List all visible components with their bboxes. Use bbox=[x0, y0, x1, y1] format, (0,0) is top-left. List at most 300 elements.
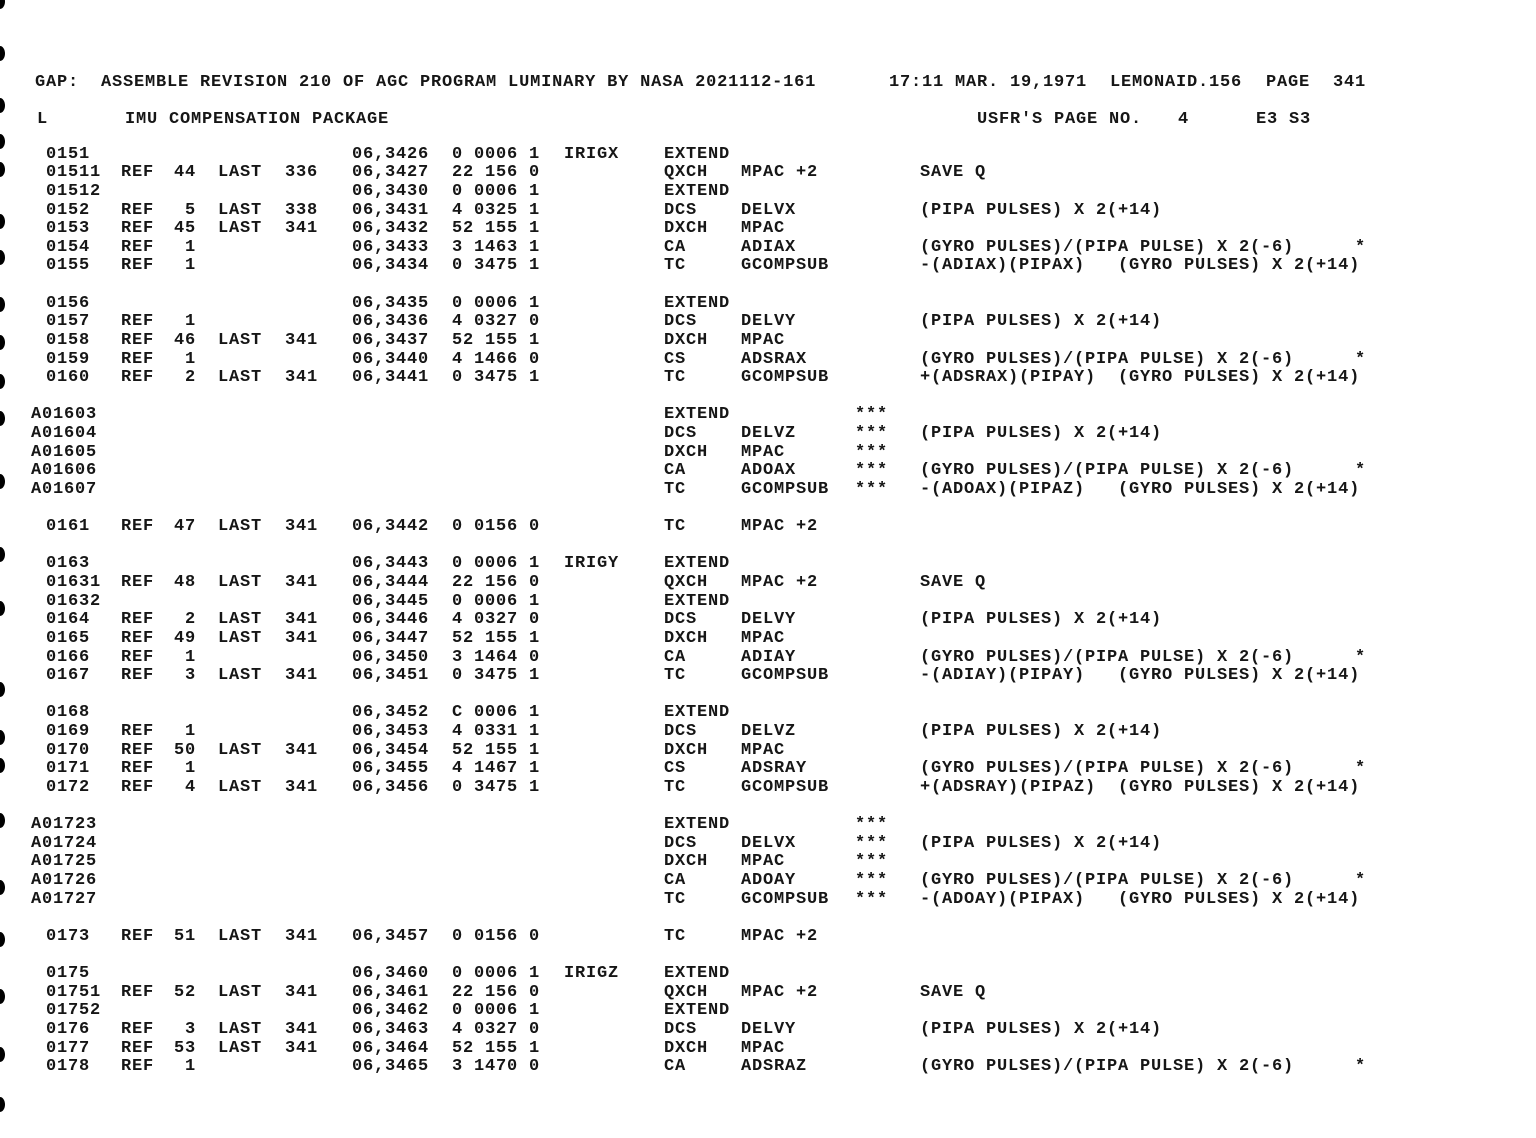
octal-code: 0 0006 1 bbox=[452, 1001, 541, 1021]
ref-keyword: REF bbox=[121, 722, 155, 742]
last-keyword: LAST bbox=[218, 1020, 263, 1040]
operand: DELVZ bbox=[741, 722, 797, 742]
listing-line bbox=[0, 444, 1536, 463]
line-number: 0161 bbox=[46, 517, 91, 537]
last-page: 341 bbox=[284, 1020, 318, 1040]
comment: SAVE Q bbox=[920, 982, 987, 1002]
ref-keyword: REF bbox=[121, 237, 155, 257]
listing-line bbox=[0, 425, 1536, 444]
address: 06,3440 bbox=[352, 349, 430, 369]
listing-line bbox=[0, 295, 1536, 314]
listing-line bbox=[0, 593, 1536, 612]
address: 06,3465 bbox=[352, 1057, 430, 1077]
last-keyword: LAST bbox=[218, 982, 263, 1002]
line-number: 0159 bbox=[46, 349, 91, 369]
listing-line bbox=[0, 351, 1536, 370]
line-number: 0177 bbox=[46, 1038, 91, 1058]
address: 06,3434 bbox=[352, 256, 430, 276]
comment: -(ADIAX)(PIPAX) (GYRO PULSES) X 2(+14) bbox=[920, 256, 1361, 276]
opcode: DXCH bbox=[664, 852, 709, 872]
opcode: DCS bbox=[664, 833, 698, 853]
operand: DELVX bbox=[741, 833, 797, 853]
listing-line bbox=[0, 481, 1536, 500]
octal-code: 0 0006 1 bbox=[452, 964, 541, 984]
opcode: CA bbox=[664, 461, 687, 481]
operand: MPAC bbox=[741, 219, 786, 239]
opcode: TC bbox=[664, 777, 687, 797]
line-number: 0152 bbox=[46, 200, 91, 220]
last-keyword: LAST bbox=[218, 573, 263, 593]
ref-count: 1 bbox=[184, 647, 196, 667]
line-number: 01751 bbox=[46, 982, 102, 1002]
comment: (PIPA PULSES) X 2(+14) bbox=[920, 200, 1163, 220]
listing-line bbox=[0, 574, 1536, 593]
section-title: IMU COMPENSATION PACKAGE bbox=[125, 109, 390, 129]
last-keyword: LAST bbox=[218, 610, 263, 630]
opcode: EXTEND bbox=[664, 554, 731, 574]
continuation-star: * bbox=[1355, 759, 1367, 779]
last-page: 341 bbox=[284, 628, 318, 648]
address: 06,3452 bbox=[352, 703, 430, 723]
octal-code: 4 1466 0 bbox=[452, 349, 541, 369]
ref-count: 52 bbox=[173, 982, 196, 1002]
octal-code: 4 0327 0 bbox=[452, 610, 541, 630]
listing-block bbox=[0, 965, 1536, 1077]
operand: DELVY bbox=[741, 610, 797, 630]
continuation-star: * bbox=[1355, 237, 1367, 257]
opcode: DCS bbox=[664, 610, 698, 630]
opcode: CS bbox=[664, 349, 687, 369]
opcode: CA bbox=[664, 647, 687, 667]
listing-line bbox=[0, 462, 1536, 481]
opcode: EXTEND bbox=[664, 964, 731, 984]
ref-keyword: REF bbox=[121, 1057, 155, 1077]
address: 06,3432 bbox=[352, 219, 430, 239]
ref-keyword: REF bbox=[121, 219, 155, 239]
listing-line bbox=[0, 220, 1536, 239]
line-number: 0157 bbox=[46, 312, 91, 332]
address: 06,3433 bbox=[352, 237, 430, 257]
line-number: 0163 bbox=[46, 554, 91, 574]
ref-keyword: REF bbox=[121, 610, 155, 630]
comment: SAVE Q bbox=[920, 573, 987, 593]
last-page: 341 bbox=[284, 926, 318, 946]
listing-line bbox=[0, 891, 1536, 910]
ref-keyword: REF bbox=[121, 573, 155, 593]
operand: ADOAX bbox=[741, 461, 797, 481]
listing-line bbox=[0, 1002, 1536, 1021]
log-marker: L bbox=[37, 109, 49, 129]
line-number: 0158 bbox=[46, 330, 91, 350]
listing-line bbox=[0, 369, 1536, 388]
last-keyword: LAST bbox=[218, 777, 263, 797]
last-keyword: LAST bbox=[218, 163, 263, 183]
user-page-label: USFR'S PAGE NO. bbox=[977, 109, 1143, 129]
line-number: 0172 bbox=[46, 777, 91, 797]
operand: MPAC bbox=[741, 628, 786, 648]
ref-count: 45 bbox=[173, 219, 196, 239]
last-keyword: LAST bbox=[218, 517, 263, 537]
listing-line bbox=[0, 555, 1536, 574]
listing-line bbox=[0, 406, 1536, 425]
ref-keyword: REF bbox=[121, 200, 155, 220]
listing-line bbox=[0, 183, 1536, 202]
opcode: DXCH bbox=[664, 442, 709, 462]
line-number: 0176 bbox=[46, 1020, 91, 1040]
octal-code: 22 156 0 bbox=[452, 163, 541, 183]
listing-line bbox=[0, 723, 1536, 742]
line-number: 0155 bbox=[46, 256, 91, 276]
address: 06,3443 bbox=[352, 554, 430, 574]
opcode: TC bbox=[664, 889, 687, 909]
last-page: 336 bbox=[284, 163, 318, 183]
assembly-timestamp: 17:11 MAR. 19,1971 bbox=[889, 72, 1088, 92]
symbol-label: IRIGY bbox=[564, 554, 620, 574]
address: 06,3441 bbox=[352, 368, 430, 388]
octal-code: 3 1470 0 bbox=[452, 1057, 541, 1077]
ref-count: 48 bbox=[173, 573, 196, 593]
listing-line bbox=[0, 872, 1536, 891]
ref-count: 1 bbox=[184, 1057, 196, 1077]
comment: (PIPA PULSES) X 2(+14) bbox=[920, 312, 1163, 332]
opcode: QXCH bbox=[664, 982, 709, 1002]
ref-count: 51 bbox=[173, 926, 196, 946]
operand: GCOMPSUB bbox=[741, 889, 830, 909]
line-number: 0169 bbox=[46, 722, 91, 742]
opcode: TC bbox=[664, 368, 687, 388]
comment: (PIPA PULSES) X 2(+14) bbox=[920, 722, 1163, 742]
operand: MPAC bbox=[741, 330, 786, 350]
ref-count: 3 bbox=[184, 1020, 196, 1040]
opcode: EXTEND bbox=[664, 293, 731, 313]
last-keyword: LAST bbox=[218, 200, 263, 220]
octal-code: 0 3475 1 bbox=[452, 368, 541, 388]
listing-block bbox=[0, 928, 1536, 947]
address: 06,3435 bbox=[352, 293, 430, 313]
line-number: 0171 bbox=[46, 759, 91, 779]
address: 06,3442 bbox=[352, 517, 430, 537]
revision-flag: *** bbox=[855, 461, 889, 481]
operand: MPAC +2 bbox=[741, 573, 819, 593]
listing-block bbox=[0, 295, 1536, 388]
line-number: 0160 bbox=[46, 368, 91, 388]
operand: MPAC +2 bbox=[741, 163, 819, 183]
octal-code: 0 0156 0 bbox=[452, 926, 541, 946]
last-keyword: LAST bbox=[218, 926, 263, 946]
listing-line bbox=[0, 239, 1536, 258]
listing-line bbox=[0, 1021, 1536, 1040]
ref-keyword: REF bbox=[121, 777, 155, 797]
address: 06,3462 bbox=[352, 1001, 430, 1021]
comment: (GYRO PULSES)/(PIPA PULSE) X 2(-6) bbox=[920, 237, 1295, 257]
listing-line bbox=[0, 611, 1536, 630]
line-number: 01632 bbox=[46, 591, 102, 611]
line-number: 0178 bbox=[46, 1057, 91, 1077]
last-page: 341 bbox=[284, 740, 318, 760]
line-number: A01723 bbox=[31, 815, 98, 835]
comment: (PIPA PULSES) X 2(+14) bbox=[920, 424, 1163, 444]
opcode: TC bbox=[664, 517, 687, 537]
revision-flag: *** bbox=[855, 852, 889, 872]
listing-line bbox=[0, 835, 1536, 854]
opcode: TC bbox=[664, 926, 687, 946]
line-number: A01725 bbox=[31, 852, 98, 872]
user-page-number: 4 bbox=[1178, 109, 1190, 129]
line-number: A01604 bbox=[31, 424, 98, 444]
last-page: 341 bbox=[284, 982, 318, 1002]
octal-code: 3 1463 1 bbox=[452, 237, 541, 257]
comment: (GYRO PULSES)/(PIPA PULSE) X 2(-6) bbox=[920, 759, 1295, 779]
address: 06,3461 bbox=[352, 982, 430, 1002]
last-keyword: LAST bbox=[218, 219, 263, 239]
ref-count: 2 bbox=[184, 368, 196, 388]
last-keyword: LAST bbox=[218, 368, 263, 388]
listing-block bbox=[0, 816, 1536, 909]
octal-code: 52 155 1 bbox=[452, 219, 541, 239]
ref-keyword: REF bbox=[121, 368, 155, 388]
last-page: 341 bbox=[284, 610, 318, 630]
line-number: 0164 bbox=[46, 610, 91, 630]
octal-code: C 0006 1 bbox=[452, 703, 541, 723]
octal-code: 52 155 1 bbox=[452, 1038, 541, 1058]
listing-line bbox=[0, 704, 1536, 723]
operand: DELVZ bbox=[741, 424, 797, 444]
operand: ADSRAY bbox=[741, 759, 808, 779]
octal-code: 0 0006 1 bbox=[452, 293, 541, 313]
opcode: EXTEND bbox=[664, 703, 731, 723]
last-page: 341 bbox=[284, 517, 318, 537]
line-number: 0170 bbox=[46, 740, 91, 760]
ref-count: 53 bbox=[173, 1038, 196, 1058]
operand: DELVX bbox=[741, 200, 797, 220]
revision-flag: *** bbox=[855, 871, 889, 891]
ref-keyword: REF bbox=[121, 256, 155, 276]
opcode: DCS bbox=[664, 722, 698, 742]
continuation-star: * bbox=[1355, 461, 1367, 481]
revision-flag: *** bbox=[855, 424, 889, 444]
operand: ADSRAX bbox=[741, 349, 808, 369]
line-number: A01603 bbox=[31, 405, 98, 425]
last-page: 341 bbox=[284, 777, 318, 797]
ref-keyword: REF bbox=[121, 647, 155, 667]
listing-line bbox=[0, 518, 1536, 537]
opcode: CS bbox=[664, 759, 687, 779]
line-number: 0165 bbox=[46, 628, 91, 648]
opcode: QXCH bbox=[664, 163, 709, 183]
octal-code: 52 155 1 bbox=[452, 330, 541, 350]
line-number: 0151 bbox=[46, 144, 91, 164]
ref-keyword: REF bbox=[121, 1020, 155, 1040]
punch-hole bbox=[0, 1097, 5, 1112]
assembly-listing bbox=[0, 146, 1536, 1096]
listing-line bbox=[0, 1058, 1536, 1077]
job-name: LEMONAID.156 bbox=[1110, 72, 1243, 92]
assembler-prefix: GAP: bbox=[35, 72, 80, 92]
octal-code: 22 156 0 bbox=[452, 573, 541, 593]
revision-flag: *** bbox=[855, 405, 889, 425]
listing-line bbox=[0, 313, 1536, 332]
line-number: 01512 bbox=[46, 181, 102, 201]
operand: ADSRAZ bbox=[741, 1057, 808, 1077]
opcode: DXCH bbox=[664, 740, 709, 760]
line-number: A01724 bbox=[31, 833, 98, 853]
opcode: TC bbox=[664, 256, 687, 276]
continuation-star: * bbox=[1355, 1057, 1367, 1077]
page-label: PAGE bbox=[1266, 72, 1311, 92]
line-number: 0175 bbox=[46, 964, 91, 984]
operand: MPAC bbox=[741, 740, 786, 760]
comment: (PIPA PULSES) X 2(+14) bbox=[920, 833, 1163, 853]
opcode: EXTEND bbox=[664, 591, 731, 611]
opcode: EXTEND bbox=[664, 144, 731, 164]
operand: MPAC +2 bbox=[741, 926, 819, 946]
octal-code: 4 0325 1 bbox=[452, 200, 541, 220]
opcode: DCS bbox=[664, 1020, 698, 1040]
line-number: A01726 bbox=[31, 871, 98, 891]
address: 06,3446 bbox=[352, 610, 430, 630]
operand: MPAC +2 bbox=[741, 517, 819, 537]
listing-block bbox=[0, 704, 1536, 797]
octal-code: 52 155 1 bbox=[452, 740, 541, 760]
ref-keyword: REF bbox=[121, 517, 155, 537]
listing-header bbox=[0, 73, 1536, 92]
continuation-star: * bbox=[1355, 871, 1367, 891]
comment: +(ADSRAX)(PIPAY) (GYRO PULSES) X 2(+14) bbox=[920, 368, 1361, 388]
address: 06,3437 bbox=[352, 330, 430, 350]
operand: GCOMPSUB bbox=[741, 368, 830, 388]
address: 06,3463 bbox=[352, 1020, 430, 1040]
octal-code: 0 3475 1 bbox=[452, 666, 541, 686]
operand: GCOMPSUB bbox=[741, 777, 830, 797]
comment: +(ADSRAY)(PIPAZ) (GYRO PULSES) X 2(+14) bbox=[920, 777, 1361, 797]
listing-line bbox=[0, 1040, 1536, 1059]
operand: DELVY bbox=[741, 1020, 797, 1040]
comment: SAVE Q bbox=[920, 163, 987, 183]
line-number: 0173 bbox=[46, 926, 91, 946]
comment: (GYRO PULSES)/(PIPA PULSE) X 2(-6) bbox=[920, 461, 1295, 481]
opcode: TC bbox=[664, 666, 687, 686]
address: 06,3464 bbox=[352, 1038, 430, 1058]
operand: DELVY bbox=[741, 312, 797, 332]
listing-line bbox=[0, 146, 1536, 165]
line-number: 01511 bbox=[46, 163, 102, 183]
listing-line bbox=[0, 928, 1536, 947]
listing-line bbox=[0, 816, 1536, 835]
comment: -(ADOAY)(PIPAX) (GYRO PULSES) X 2(+14) bbox=[920, 889, 1361, 909]
comment: (GYRO PULSES)/(PIPA PULSE) X 2(-6) bbox=[920, 1057, 1295, 1077]
ref-count: 3 bbox=[184, 666, 196, 686]
comment: (GYRO PULSES)/(PIPA PULSE) X 2(-6) bbox=[920, 647, 1295, 667]
ref-keyword: REF bbox=[121, 926, 155, 946]
line-number: 0166 bbox=[46, 647, 91, 667]
continuation-star: * bbox=[1355, 647, 1367, 667]
address: 06,3445 bbox=[352, 591, 430, 611]
ref-count: 44 bbox=[173, 163, 196, 183]
ref-keyword: REF bbox=[121, 666, 155, 686]
line-number: A01727 bbox=[31, 889, 98, 909]
octal-code: 4 1467 1 bbox=[452, 759, 541, 779]
octal-code: 0 3475 1 bbox=[452, 256, 541, 276]
punch-hole bbox=[0, 46, 5, 61]
ref-count: 49 bbox=[173, 628, 196, 648]
opcode: TC bbox=[664, 479, 687, 499]
listing-line bbox=[0, 630, 1536, 649]
ref-keyword: REF bbox=[121, 349, 155, 369]
opcode: EXTEND bbox=[664, 181, 731, 201]
ref-count: 46 bbox=[173, 330, 196, 350]
octal-code: 0 0006 1 bbox=[452, 144, 541, 164]
ref-keyword: REF bbox=[121, 312, 155, 332]
listing-line bbox=[0, 779, 1536, 798]
listing-subheader bbox=[0, 110, 1536, 129]
last-page: 341 bbox=[284, 330, 318, 350]
ref-count: 2 bbox=[184, 610, 196, 630]
ref-count: 1 bbox=[184, 256, 196, 276]
last-keyword: LAST bbox=[218, 666, 263, 686]
ref-keyword: REF bbox=[121, 628, 155, 648]
listing-block bbox=[0, 555, 1536, 685]
address: 06,3451 bbox=[352, 666, 430, 686]
opcode: DXCH bbox=[664, 219, 709, 239]
address: 06,3456 bbox=[352, 777, 430, 797]
octal-code: 4 0327 0 bbox=[452, 1020, 541, 1040]
operand: ADOAY bbox=[741, 871, 797, 891]
ref-keyword: REF bbox=[121, 330, 155, 350]
operand: MPAC bbox=[741, 852, 786, 872]
address: 06,3436 bbox=[352, 312, 430, 332]
revision-flag: *** bbox=[855, 833, 889, 853]
opcode: EXTEND bbox=[664, 405, 731, 425]
opcode: DXCH bbox=[664, 330, 709, 350]
comment: (PIPA PULSES) X 2(+14) bbox=[920, 610, 1163, 630]
ref-count: 47 bbox=[173, 517, 196, 537]
punch-hole bbox=[0, 0, 5, 9]
address: 06,3444 bbox=[352, 573, 430, 593]
line-number: A01606 bbox=[31, 461, 98, 481]
operand: GCOMPSUB bbox=[741, 666, 830, 686]
address: 06,3455 bbox=[352, 759, 430, 779]
ref-count: 1 bbox=[184, 237, 196, 257]
operand: GCOMPSUB bbox=[741, 256, 830, 276]
address: 06,3457 bbox=[352, 926, 430, 946]
octal-code: 22 156 0 bbox=[452, 982, 541, 1002]
last-keyword: LAST bbox=[218, 628, 263, 648]
revision-flag: *** bbox=[855, 889, 889, 909]
address: 06,3427 bbox=[352, 163, 430, 183]
octal-code: 0 0156 0 bbox=[452, 517, 541, 537]
opcode: CA bbox=[664, 237, 687, 257]
listing-line bbox=[0, 760, 1536, 779]
operand: MPAC +2 bbox=[741, 982, 819, 1002]
ref-keyword: REF bbox=[121, 759, 155, 779]
opcode: CA bbox=[664, 871, 687, 891]
listing-block bbox=[0, 406, 1536, 499]
last-page: 341 bbox=[284, 368, 318, 388]
operand: GCOMPSUB bbox=[741, 479, 830, 499]
ref-count: 1 bbox=[184, 349, 196, 369]
last-keyword: LAST bbox=[218, 740, 263, 760]
opcode: DXCH bbox=[664, 628, 709, 648]
address: 06,3460 bbox=[352, 964, 430, 984]
comment: (PIPA PULSES) X 2(+14) bbox=[920, 1020, 1163, 1040]
octal-code: 52 155 1 bbox=[452, 628, 541, 648]
line-number: 0154 bbox=[46, 237, 91, 257]
opcode: DCS bbox=[664, 312, 698, 332]
line-number: 0156 bbox=[46, 293, 91, 313]
address: 06,3450 bbox=[352, 647, 430, 667]
ref-count: 1 bbox=[184, 722, 196, 742]
bank-designator: E3 S3 bbox=[1256, 109, 1312, 129]
